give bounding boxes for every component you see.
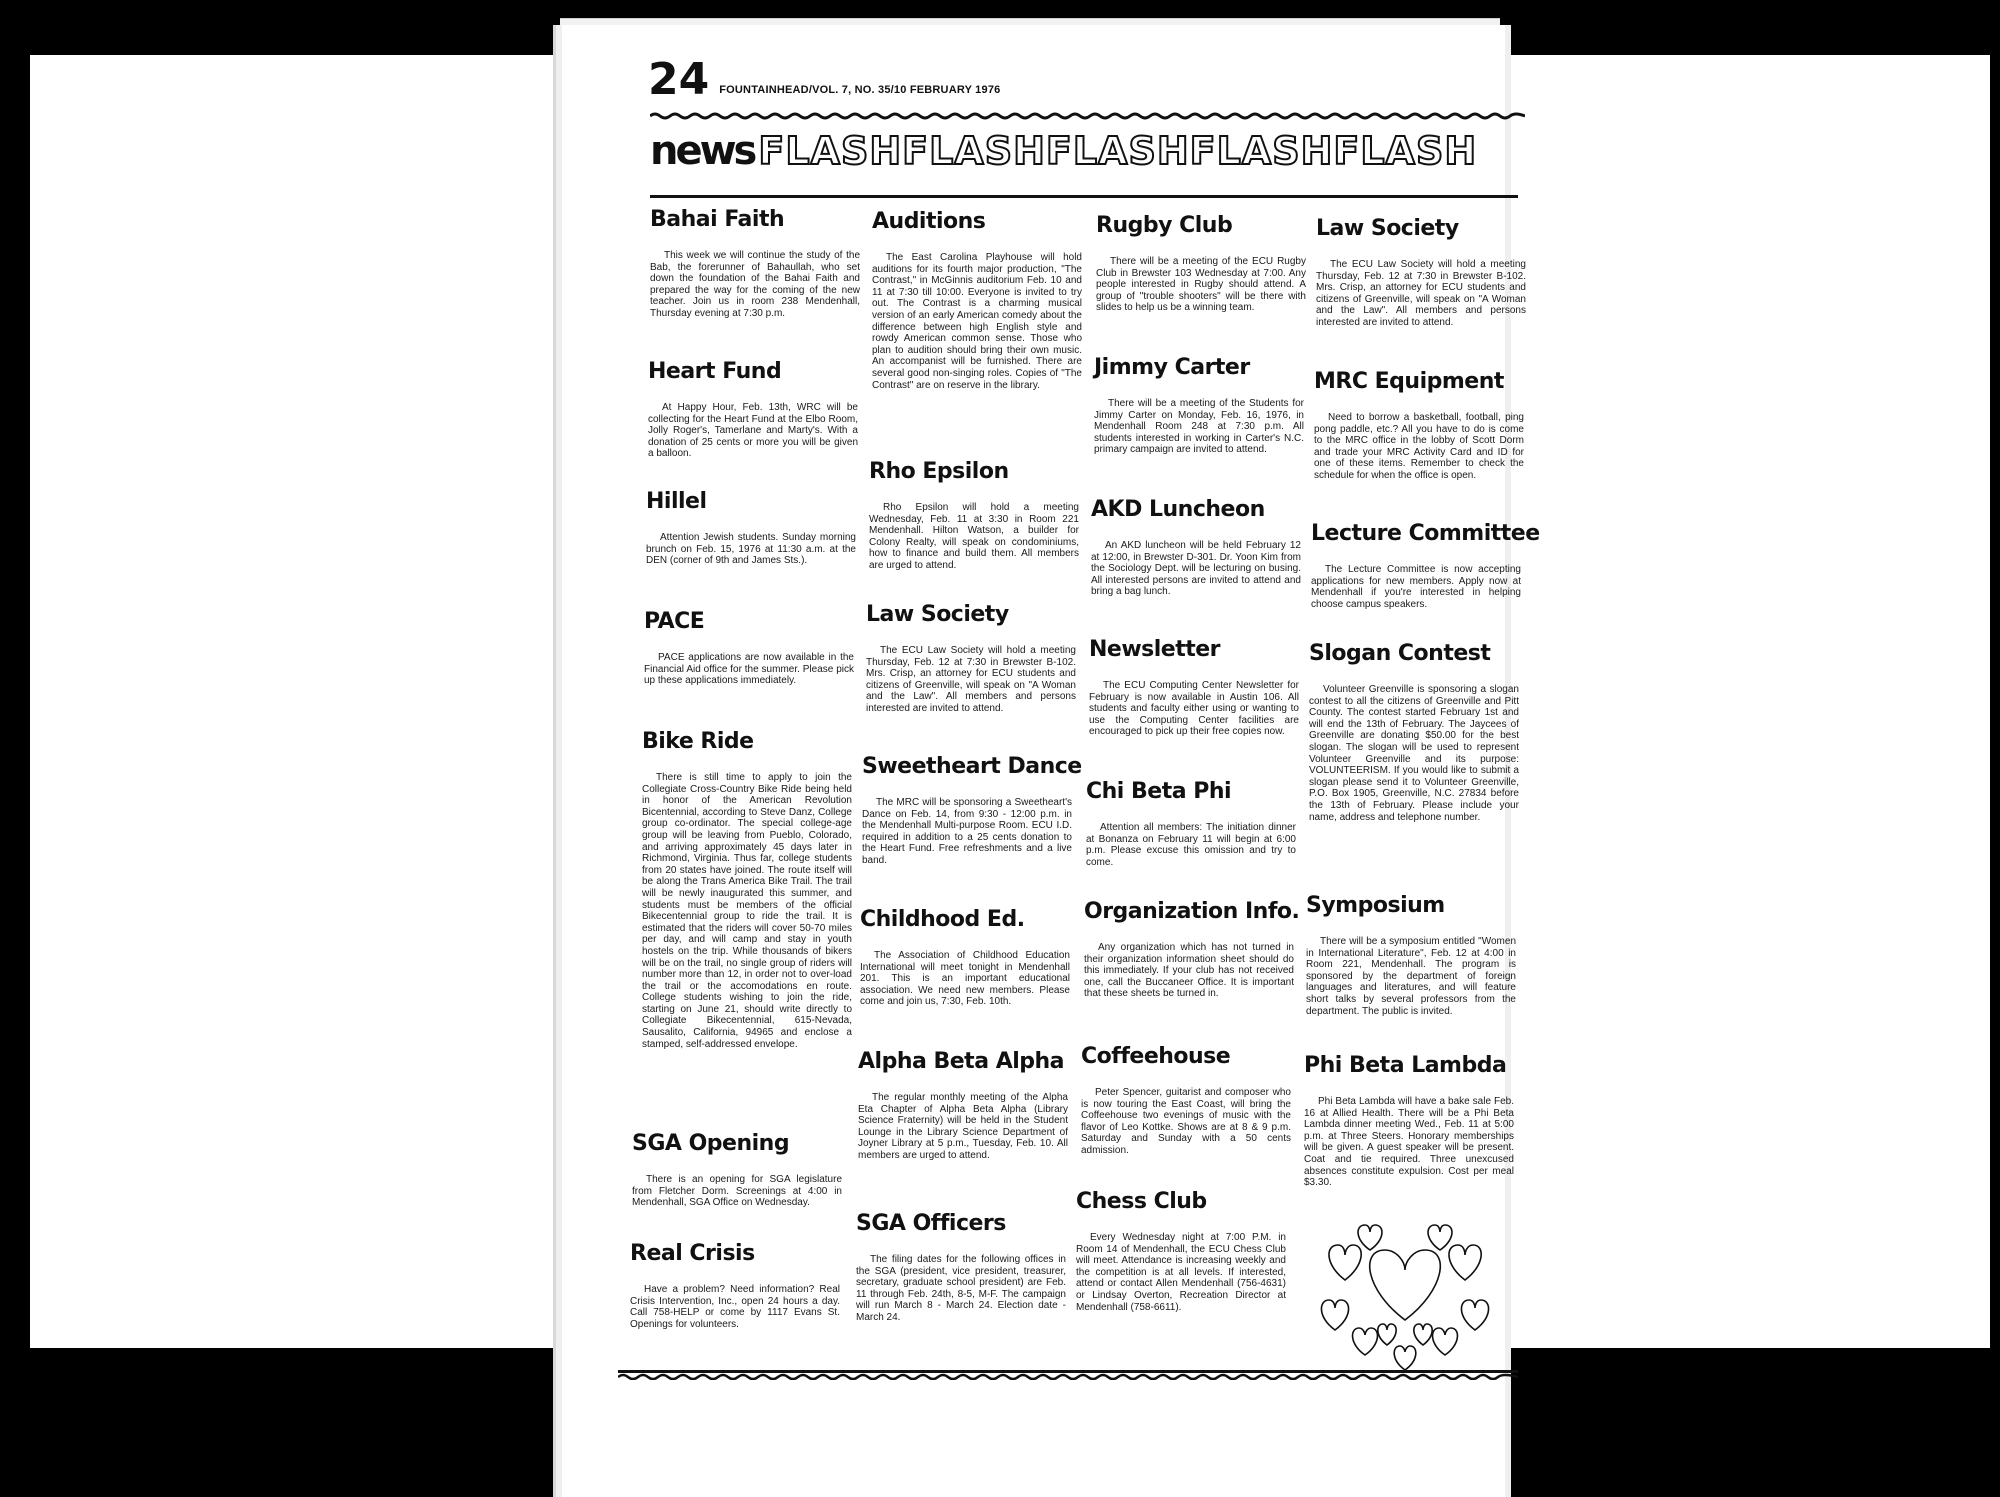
news-flash-banner [650,128,1477,174]
item-coffeehouse [1081,1045,1291,1157]
item-title: Chi Beta Phi [1086,779,1232,804]
item-body: Have a problem? Need information? Real Crisis Intervention, Inc., open 24 hours a day. Call 758-HELP or come by 1117 Evans St. Openings for volunteers. [630,1284,840,1330]
item-real-crisis [630,1242,840,1330]
item-title: Phi Beta Lambda [1304,1053,1507,1078]
item-title: Alpha Beta Alpha [858,1049,1065,1074]
page-number: 24 [648,54,710,105]
item-title: Auditions [872,209,986,234]
item-law-society-2 [1316,217,1526,329]
item-title: Bahai Faith [650,207,785,232]
item-body: The ECU Law Society will hold a meeting Thursday, Feb. 12 at 7:30 in Brewster B-102. Mrs. Crisp, an attorney for ECU students and citizens of Greenville, will speak on "A Woman and the Law". All members and persons interested are invited to attend. [866,645,1076,714]
bottom-wavy-rule [618,1370,1518,1380]
item-title: Chess Club [1076,1189,1207,1214]
item-body: An AKD luncheon will be held February 12 at 12:00, in Brewster D-301. Dr. Yoon Kim from the Sociology Dept. will be lecturing on busing. All interested persons are invited to attend and bring a bag lunch. [1091,540,1301,598]
item-body: The Lecture Committee is now accepting applications for new members. Apply now at Mendenhall if you're interested in helping choose campus speakers. [1311,564,1521,610]
item-body: Every Wednesday night at 7:00 P.M. in Room 14 of Mendenhall, the ECU Chess Club will meet. Attendance is increasing weekly and the competition is at all levels. If interested, attend or contact Allen Mendenhall (756-4631) or Lindsay Overton, Recreation Director at Mendenhall (758-6611). [1076,1232,1286,1313]
item-body: This week we will continue the study of the Bab, the forerunner of Bahaullah, who set down the foundation of the Bahai Faith and prepared the way for the coming of the new teacher. Join us in room 238 Mendenhall, Thursday evening at 7:30 p.m. [650,250,860,319]
item-body: At Happy Hour, Feb. 13th, WRC will be collecting for the Heart Fund at the Elbo Room, Jolly Roger's, Tamerlane and Marty's. With a donation of 25 cents or more you will be given a balloon. [648,402,858,460]
item-phi-beta-lambda [1304,1054,1514,1189]
item-title: Rugby Club [1096,213,1233,238]
item-bahai-faith [650,208,860,320]
item-body: Attention all members: The initiation dinner at Bonanza on February 11 will begin at 6:00 p.m. Please excuse this omission and try to come. [1086,822,1296,868]
item-body: Need to borrow a basketball, football, ping pong paddle, etc.? All you have to do is come to the MRC office in the lobby of Scott Dorm and trade your MRC Activity Card and ID for one of these items. Remember to check the schedule for when the office is open. [1314,412,1524,481]
item-title: Symposium [1306,893,1445,918]
item-auditions [872,210,1082,391]
item-sweetheart-dance [862,754,1082,867]
item-title: MRC Equipment [1314,369,1504,394]
banner-news: news [650,128,755,174]
item-body: There will be a meeting of the ECU Rugby Club in Brewster 103 Wednesday at 7:00. Any people interested in Rugby should attend. A group of "trouble shooters" will be there with slides to help us be a winning team. [1096,256,1306,314]
item-bike-ride [642,730,852,1050]
item-organization-info [1084,899,1300,1000]
item-chi-beta-phi [1086,780,1296,868]
item-pace [644,610,854,687]
item-body: The ECU Computing Center Newsletter for February is now available in Austin 106. All students and faculty either using or wanting to use the Computing Center facilities are encouraged to pick up their free copies now. [1089,680,1299,738]
item-sga-opening [632,1132,842,1209]
item-body: There will be a symposium entitled "Women in International Literature", Feb. 12 at 4:00 in Room 221, Mendenhall. The program is sponsored by the department of foreign languages and literatures, and will feature short talks by several professors from the department. The public is invited. [1306,936,1516,1017]
item-title: Law Society [1316,216,1459,241]
banner-flash: FLASHFLASHFLASHFLASHFLASH [758,129,1478,173]
item-body: The MRC will be sponsoring a Sweetheart's Dance on Feb. 14, from 9:30 - 12:00 p.m. in the Mendenhall Multi-purpose Room. ECU I.D. required in addition to a 25 cents donation to the Heart Fund. Free refreshments and a live band. [862,797,1072,866]
item-title: Organization Info. [1084,899,1300,924]
item-body: Any organization which has not turned in their organization information sheet should do this immediately. If your club has not received one, call the Buccaneer Office. It is important that these sheets be turned in. [1084,942,1294,1000]
banner-rule [650,195,1518,198]
item-body: Volunteer Greenville is sponsoring a slogan contest to all the citizens of Greenville and Pitt County. The contest started February 1st and will end the 13th of February. The Jaycees of Greenville are donating $50.00 for the best slogan. The slogan will be used to represent Volunteer Greenville and its purpose: VOLUNTEERISM. If you would like to submit a slogan please send it to Volunteer Greenville, P.O. Box 1905, Greenville, N.C. 27834 before the 13th of February. Please include your name, address and telephone number. [1309,684,1519,823]
item-akd-luncheon [1091,498,1301,598]
item-heart-fund [648,360,858,460]
item-title: AKD Luncheon [1091,497,1265,522]
item-body: There is an opening for SGA legislature from Fletcher Dorm. Screenings at 4:00 in Mendenhall, SGA Office on Wednesday. [632,1174,842,1209]
item-body: Phi Beta Lambda will have a bake sale Feb. 16 at Allied Health. There will be a Phi Beta Lambda dinner meeting Wed., Feb. 11 at 5:00 p.m. at Three Steers. Honorary memberships will be given. A guest speaker will be present. Coat and tie required. Three unexcused absences constitute expulsion. Cost per meal $3.30. [1304,1096,1514,1189]
item-title: Law Society [866,602,1009,627]
item-childhood-ed [860,908,1070,1008]
item-title: Heart Fund [648,359,782,384]
item-jimmy-carter [1094,356,1304,456]
item-body: The filing dates for the following offices in the SGA (president, vice president, treasurer, secretary, graduate school president) are Feb. 11 through Feb. 24th, 8-5, M-F. The campaign will run March 8 - March 24. Election date - March 24. [856,1254,1066,1323]
item-alpha-beta-alpha [858,1050,1068,1162]
item-title: Childhood Ed. [860,907,1025,932]
item-title: Hillel [646,489,707,514]
item-hillel [646,490,856,567]
item-body: Peter Spencer, guitarist and composer who is now touring the East Coast, will bring the Coffeehouse two evenings of music with the flavor of Leo Kottke. Shows are at 8 & 9 p.m. Saturday and Sunday with a 50 cents admission. [1081,1087,1291,1156]
item-body: There is still time to apply to join the Collegiate Cross-Country Bike Ride being held in honor of the American Revolution Bicentennial, according to Steve Danz, College group co-ordinator. The special college-age group will be leaving from Pueblo, Colorado, and arriving approximately 45 days later in Richmond, Virginia. Thus far, college students from 20 states have joined. The route itself will be along the Trans America Bike Trail. The trail will be newly inaugurated this summer, and students must be members of the official Bikecentennial group to ride the trail. It is estimated that the riders will cover 50-70 miles per day, and will camp and stay in youth hostels on the trip. While thousands of bikers will be on the trail, no single group of riders will number more than 12, in order not to over-load the trail or the accomodations en route. College students wishing to join the ride, starting on June 21, should write directly to Collegiate Bikecentennial, 615-Nevada, Sausalito, California, 94965 and enclose a stamped, self-addressed envelope. [642,772,852,1050]
issue-line: FOUNTAINHEAD/VOL. 7, NO. 35/10 FEBRUARY 1976 [719,84,1001,96]
item-symposium [1306,894,1516,1017]
item-lecture-committee [1311,521,1540,610]
item-title: Rho Epsilon [869,459,1009,484]
item-title: Real Crisis [630,1241,755,1266]
item-sga-officers [856,1212,1066,1324]
item-body: The regular monthly meeting of the Alpha Eta Chapter of Alpha Beta Alpha (Library Science Fraternity) will be held in the Student Lounge in the Library Science Department of Joyner Library at 5 p.m., Tuesday, Feb. 10. All members are urged to attend. [858,1092,1068,1161]
item-title: Newsletter [1089,637,1221,662]
item-chess-club [1076,1190,1286,1313]
item-title: PACE [644,609,705,634]
top-wavy-rule [650,112,1525,120]
item-body: PACE applications are now available in the Financial Aid office for the summer. Please pick up these applications immediately. [644,652,854,687]
item-body: The ECU Law Society will hold a meeting Thursday, Feb. 12 at 7:30 in Brewster B-102. Mrs. Crisp, an attorney for ECU students and citizens of Greenville, will speak on "A Woman and the Law". All members and persons interested are invited to attend. [1316,259,1526,328]
item-body: Attention Jewish students. Sunday morning brunch on Feb. 15, 1976 at 11:30 a.m. at the DEN (corner of 9th and James Sts.). [646,532,856,567]
item-newsletter [1089,638,1299,738]
item-title: SGA Opening [632,1131,790,1156]
item-title: Jimmy Carter [1094,355,1250,380]
masthead [648,54,1001,105]
item-law-society-1 [866,603,1076,715]
item-title: Coffeehouse [1081,1044,1231,1069]
item-body: There will be a meeting of the Students for Jimmy Carter on Monday, Feb. 16, 1976, in Mendenhall Room 248 at 7:30 p.m. All students interested in working in Carter's N.C. primary campaign are invited to attend. [1094,398,1304,456]
item-rugby-club [1096,214,1306,314]
item-title: Slogan Contest [1309,641,1491,666]
item-title: SGA Officers [856,1211,1006,1236]
item-body: The Association of Childhood Education International will meet tonight in Mendenhall 201. This is an important educational association. We need new members. Please come and join us, 7:30, Feb. 10th. [860,950,1070,1008]
item-slogan-contest [1309,642,1519,823]
item-title: Lecture Committee [1311,521,1540,546]
item-body: The East Carolina Playhouse will hold auditions for its fourth major production, "The Contrast," in McGinnis auditorium Feb. 10 and 11 at 7:30 till 10:00. Everyone is invited to try out. The Contrast is a charming musical version of an early American comedy about the difference between high English style and rowdy American common sense. Those who plan to audition should bring their own music. An accompanist will be furnished. There are several good non-singing roles. Copies of "The Contrast" are on reserve in the library. [872,252,1082,391]
item-mrc-equipment [1314,370,1524,482]
item-title: Bike Ride [642,729,754,754]
item-title: Sweetheart Dance [862,754,1082,779]
item-rho-epsilon [869,460,1079,572]
item-body: Rho Epsilon will hold a meeting Wednesday, Feb. 11 at 3:30 in Room 221 Mendenhall. Hilton Watson, a builder for Colony Realty, will speak on condominiums, how to finance and build them. All members are urged to attend. [869,502,1079,571]
hearts-illustration [1305,1220,1505,1380]
